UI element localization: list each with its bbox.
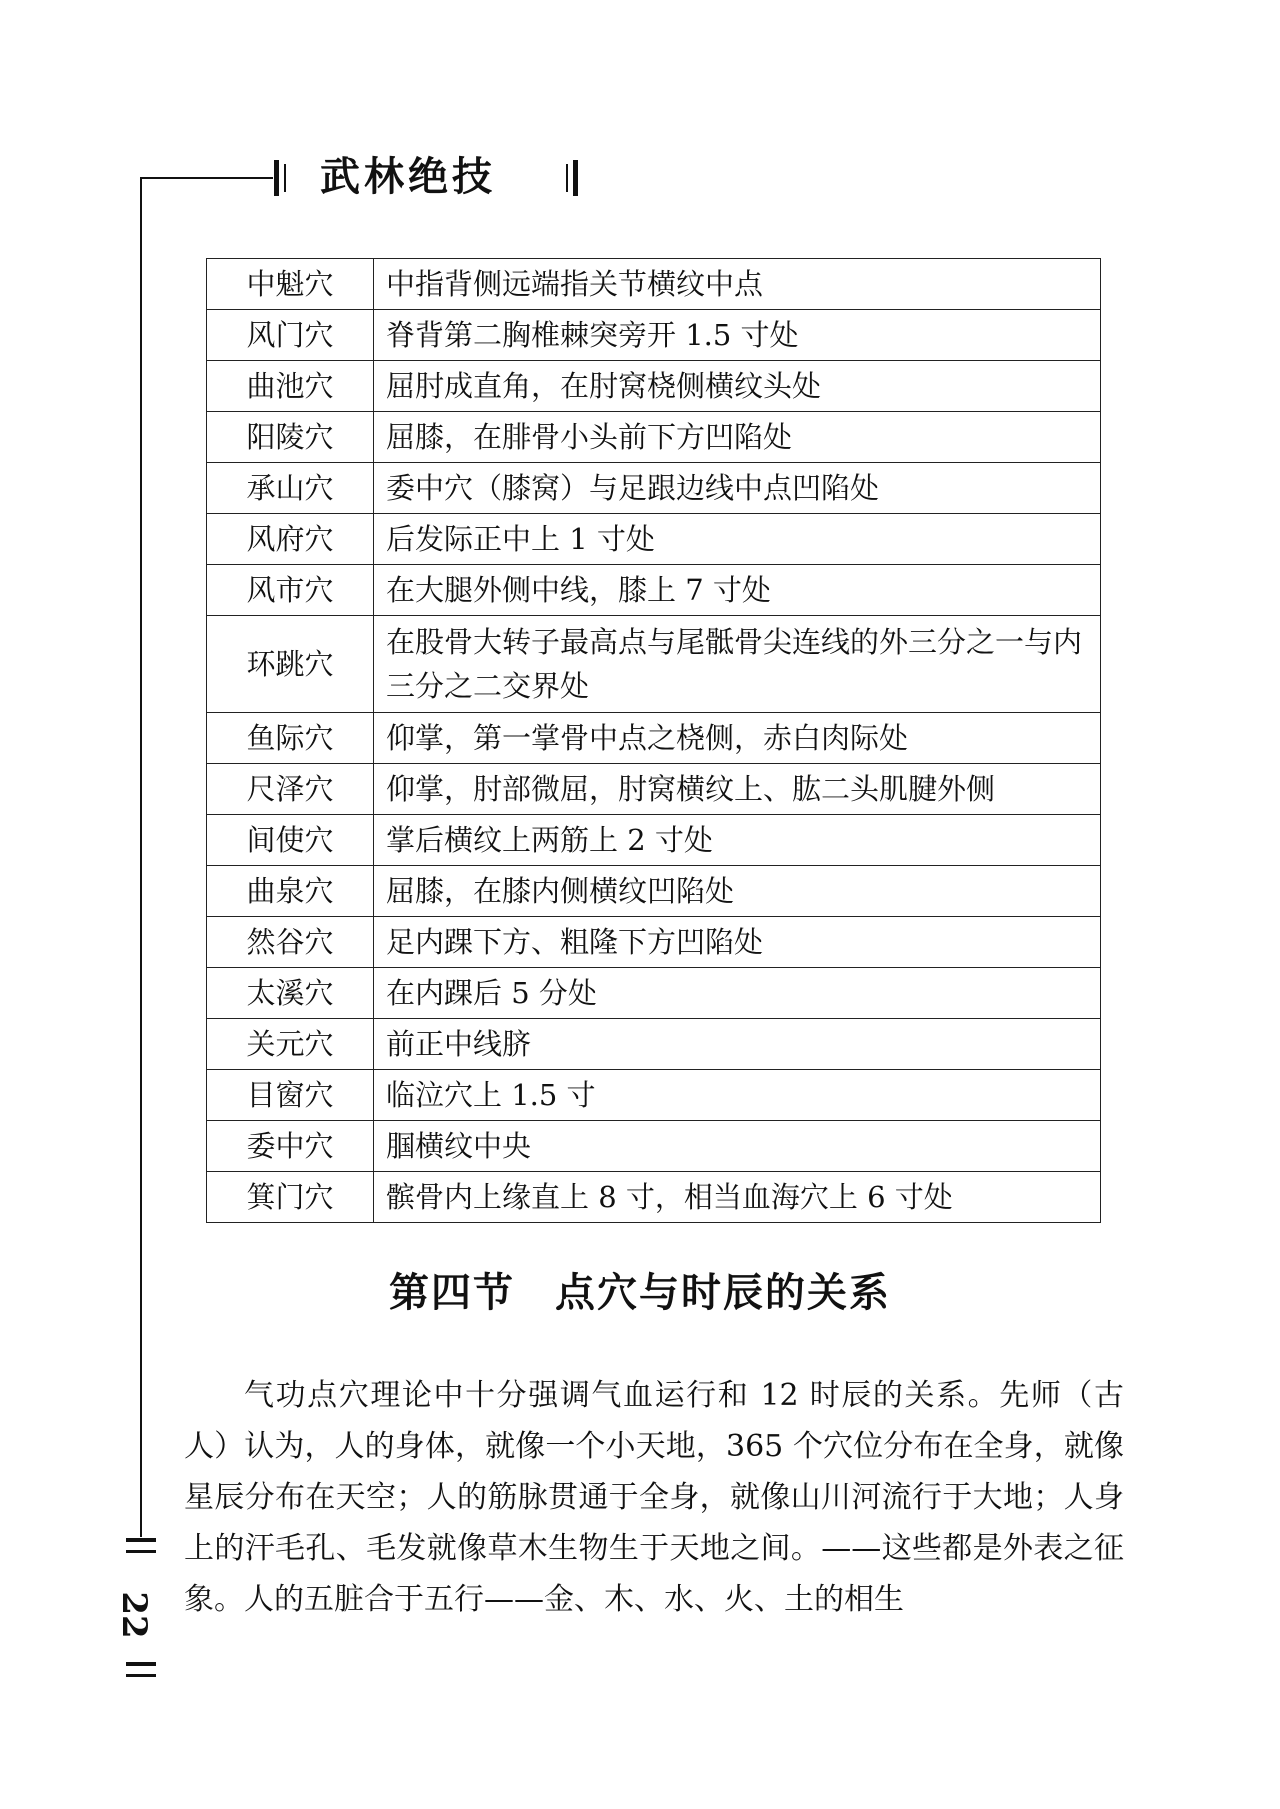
acupoint-name: 环跳穴 [207,616,374,713]
section-number: 第四节 [389,1270,515,1316]
table-row [207,1172,1101,1223]
acupoint-location: 委中穴（膝窝）与足跟边线中点凹陷处 [374,463,1101,514]
header-bar-left-thick [274,160,279,196]
table-row [207,815,1101,866]
acupoint-name: 风府穴 [207,514,374,565]
acupoint-location: 临泣穴上 1.5 寸 [374,1070,1101,1121]
acupoint-location: 屈膝，在腓骨小头前下方凹陷处 [374,412,1101,463]
table-row [207,259,1101,310]
acupoint-location: 足内踝下方、粗隆下方凹陷处 [374,917,1101,968]
section-title: 点穴与时辰的关系 [555,1270,891,1316]
table-row [207,713,1101,764]
acupoint-location: 腘横纹中央 [374,1121,1101,1172]
acupoint-name: 目窗穴 [207,1070,374,1121]
acupoint-name: 尺泽穴 [207,764,374,815]
acupoint-name: 风门穴 [207,310,374,361]
acupoint-location: 在大腿外侧中线，膝上 7 寸处 [374,565,1101,616]
acupoint-location: 屈膝，在膝内侧横纹凹陷处 [374,866,1101,917]
header-bar-right-thick [573,160,578,196]
table-row [207,463,1101,514]
header-bar-right-thin [566,164,568,192]
table-row [207,565,1101,616]
table-row [207,616,1101,713]
table-row [207,1070,1101,1121]
acupoint-name: 中魁穴 [207,259,374,310]
margin-tick [126,1538,156,1542]
acupoint-location: 后发际正中上 1 寸处 [374,514,1101,565]
table-row [207,866,1101,917]
acupoint-location: 脊背第二胸椎棘突旁开 1.5 寸处 [374,310,1101,361]
acupoint-location: 髌骨内上缘直上 8 寸，相当血海穴上 6 寸处 [374,1172,1101,1223]
acupoint-table [206,258,1101,1223]
table-row [207,1019,1101,1070]
acupoint-name: 关元穴 [207,1019,374,1070]
table-row [207,917,1101,968]
page-number: 22 [114,1591,154,1639]
table-row [207,412,1101,463]
acupoint-name: 曲池穴 [207,361,374,412]
page-number-tick [126,1662,156,1666]
table-row [207,310,1101,361]
table-row [207,361,1101,412]
acupoint-name: 承山穴 [207,463,374,514]
page-number-tick [126,1674,156,1677]
table-row [207,764,1101,815]
header-rule [140,177,273,179]
acupoint-name: 间使穴 [207,815,374,866]
acupoint-name: 然谷穴 [207,917,374,968]
acupoint-location: 屈肘成直角，在肘窝桡侧横纹头处 [374,361,1101,412]
margin-tick [126,1550,156,1553]
acupoint-location: 中指背侧远端指关节横纹中点 [374,259,1101,310]
acupoint-location: 仰掌，肘部微屈，肘窝横纹上、肱二头肌腱外侧 [374,764,1101,815]
running-header-title: 武林绝技 [320,154,496,200]
table-row [207,1121,1101,1172]
header-bar-left-thin [284,164,286,192]
section-heading [0,1265,1280,1321]
table-row [207,514,1101,565]
acupoint-location: 在内踝后 5 分处 [374,968,1101,1019]
body-paragraph: 气功点穴理论中十分强调气血运行和 12 时辰的关系。先师（古人）认为，人的身体，就像一个小天地，365 个穴位分布在全身，就像星辰分布在天空；人的筋脉贯通于全身，就像山川河流行于大地；人身上的汗毛孔、毛发就像草木生物生于天地之间。——这些都是外表之征象。人的五脏合于五行——金、木、水、火、土的相生 [184,1378,1124,1617]
acupoint-name: 鱼际穴 [207,713,374,764]
acupoint-name: 阳陵穴 [207,412,374,463]
acupoint-name: 风市穴 [207,565,374,616]
margin-rule [140,177,142,1537]
table-row [207,968,1101,1019]
acupoint-name: 箕门穴 [207,1172,374,1223]
acupoint-name: 委中穴 [207,1121,374,1172]
acupoint-location: 在股骨大转子最高点与尾骶骨尖连线的外三分之一与内三分之二交界处 [374,616,1101,713]
acupoint-name: 曲泉穴 [207,866,374,917]
acupoint-name: 太溪穴 [207,968,374,1019]
acupoint-location: 掌后横纹上两筋上 2 寸处 [374,815,1101,866]
acupoint-location: 仰掌，第一掌骨中点之桡侧，赤白肉际处 [374,713,1101,764]
acupoint-location: 前正中线脐 [374,1019,1101,1070]
